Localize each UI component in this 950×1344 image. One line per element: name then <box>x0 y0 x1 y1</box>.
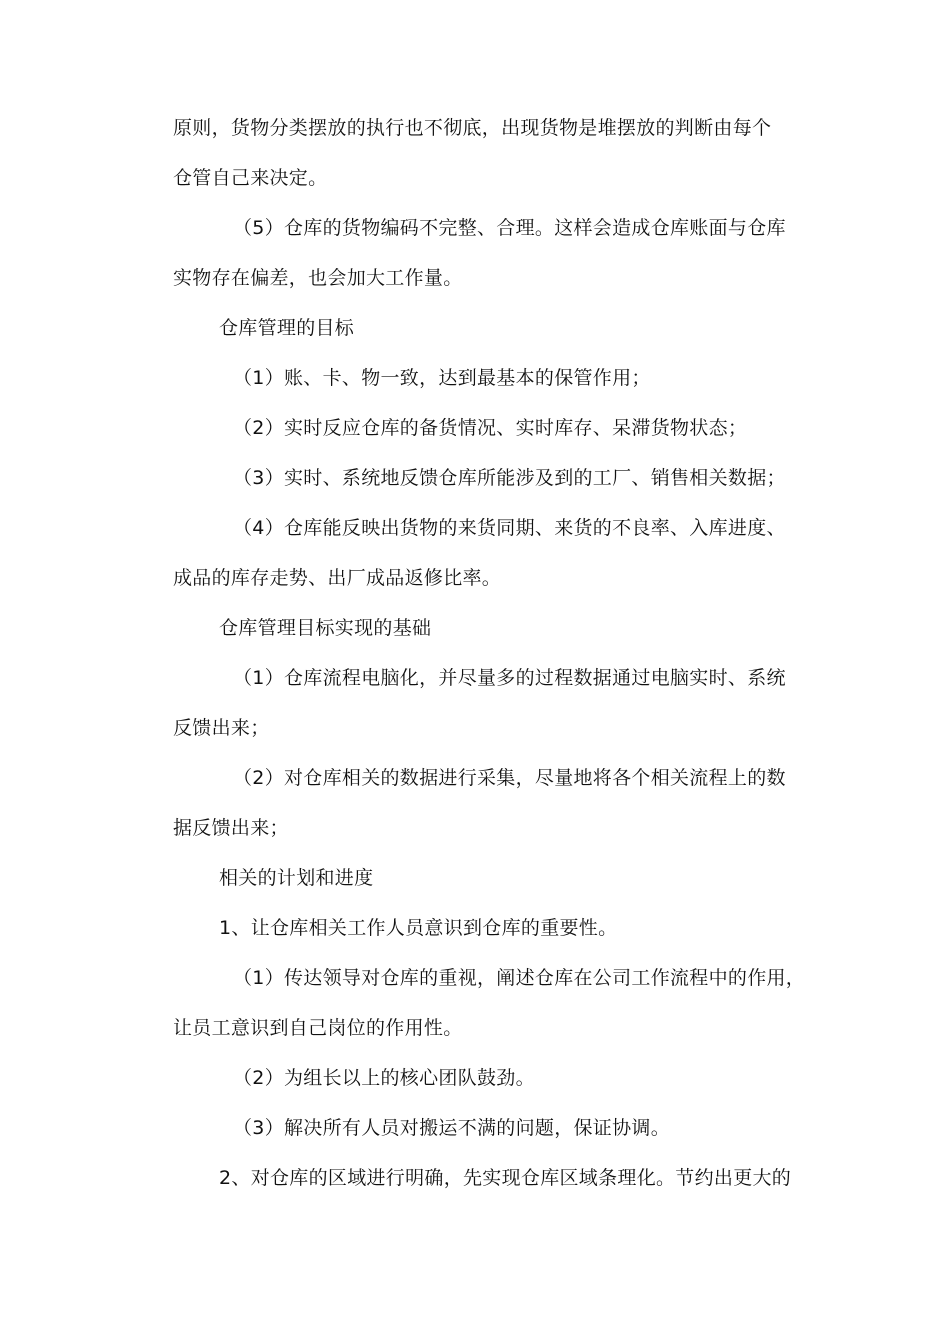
list-item: （3）实时、系统地反馈仓库所能涉及到的工厂、销售相关数据； <box>233 467 786 489</box>
list-item: （1）仓库流程电脑化，并尽量多的过程数据通过电脑实时、系统 <box>233 667 786 689</box>
section-heading: 相关的计划和进度 <box>219 867 374 889</box>
paragraph-line: 让员工意识到自己岗位的作用性。 <box>173 1017 463 1039</box>
paragraph-line: 仓管自己来决定。 <box>173 167 328 189</box>
paragraph-line: （5）仓库的货物编码不完整、合理。这样会造成仓库账面与仓库 <box>233 217 786 239</box>
section-heading: 仓库管理的目标 <box>219 317 355 339</box>
paragraph-line: 据反馈出来； <box>173 817 289 839</box>
list-item: （2）实时反应仓库的备货情况、实时库存、呆滞货物状态； <box>233 417 748 439</box>
numbered-item: 2、对仓库的区域进行明确，先实现仓库区域条理化。节约出更大的 <box>219 1167 792 1189</box>
paragraph-line: 实物存在偏差，也会加大工作量。 <box>173 267 463 289</box>
list-item: （2）为组长以上的核心团队鼓劲。 <box>233 1067 535 1089</box>
list-item: （4）仓库能反映出货物的来货同期、来货的不良率、入库进度、 <box>233 517 786 539</box>
list-item: （2）对仓库相关的数据进行采集，尽量地将各个相关流程上的数 <box>233 767 786 789</box>
paragraph-line: 成品的库存走势、出厂成品返修比率。 <box>173 567 502 589</box>
section-heading: 仓库管理目标实现的基础 <box>219 617 432 639</box>
list-item: （1）账、卡、物一致，达到最基本的保管作用； <box>233 367 651 389</box>
numbered-item: 1、让仓库相关工作人员意识到仓库的重要性。 <box>219 917 618 939</box>
paragraph-line: 反馈出来； <box>173 717 270 739</box>
list-item: （1）传达领导对仓库的重视，阐述仓库在公司工作流程中的作用， <box>233 967 806 989</box>
list-item: （3）解决所有人员对搬运不满的问题，保证协调。 <box>233 1117 670 1139</box>
paragraph-line: 原则，货物分类摆放的执行也不彻底，出现货物是堆摆放的判断由每个 <box>173 117 772 139</box>
